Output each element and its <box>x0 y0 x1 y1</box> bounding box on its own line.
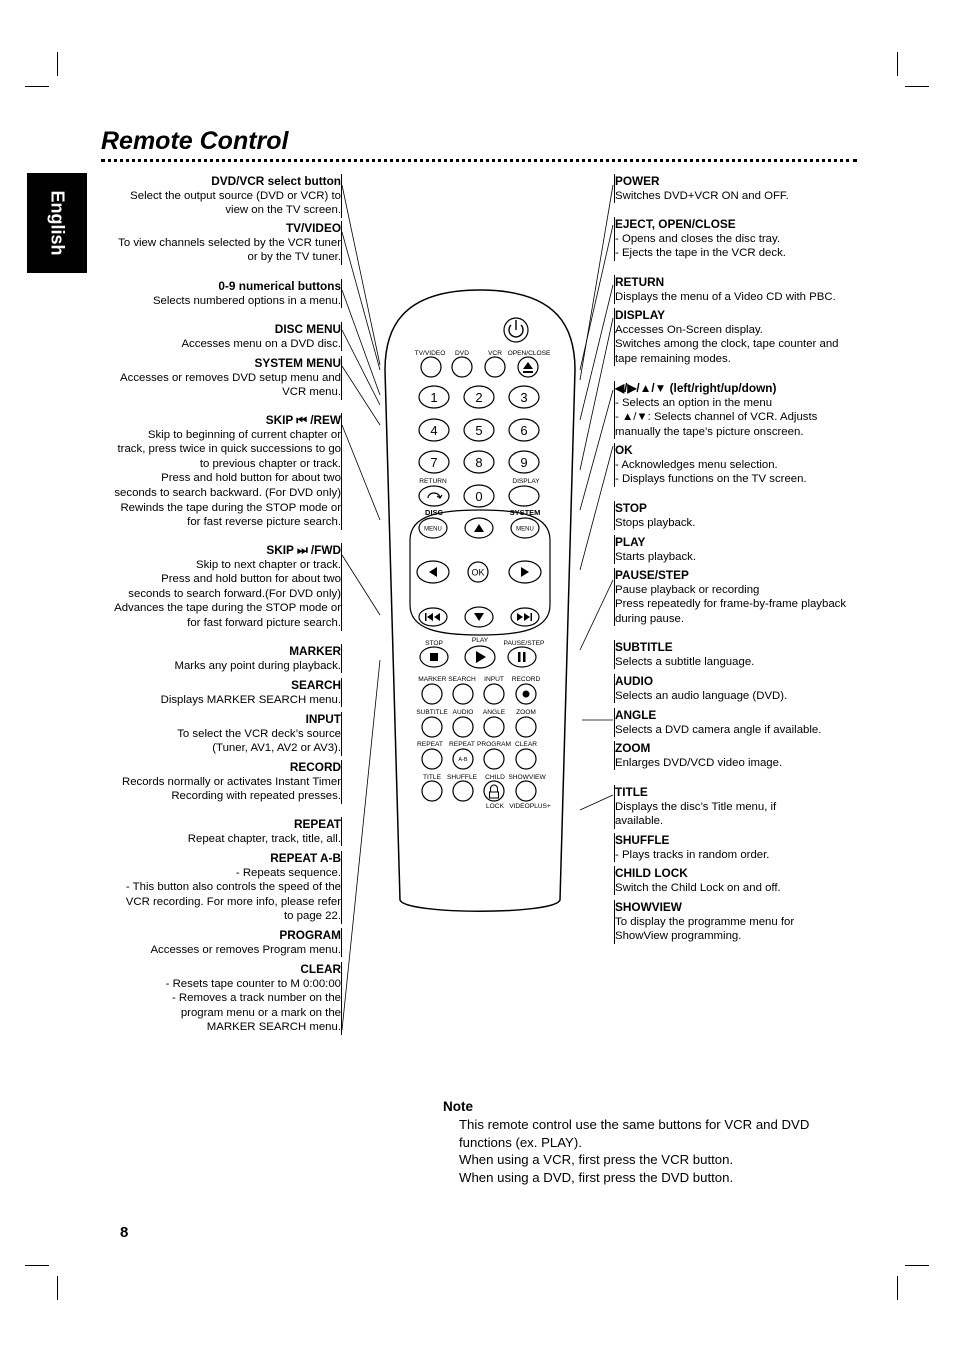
vcr-label: VCR <box>488 350 502 357</box>
vcr-button[interactable] <box>485 357 505 377</box>
callout-text: - Acknowledges menu selection. - Displays functions on the TV screen. <box>615 458 807 486</box>
subtitle-label: SUBTITLE <box>416 709 448 716</box>
return-label: RETURN <box>419 478 447 485</box>
callout-heading: INPUT <box>305 712 341 726</box>
callout-heading: OK <box>615 443 633 457</box>
input-label: INPUT <box>484 676 504 683</box>
callout-text: Starts playback. <box>615 550 697 563</box>
callout-heading: DVD/VCR select button <box>211 174 341 188</box>
input-button[interactable] <box>484 684 504 704</box>
audio-button[interactable] <box>453 717 473 737</box>
callout-heading: SYSTEM MENU <box>254 356 341 370</box>
audio-label: AUDIO <box>452 709 474 716</box>
callout-heading: TV/VIDEO <box>285 221 341 235</box>
ab-label: A-B <box>458 757 468 763</box>
digit-9-label: 9 <box>520 455 528 470</box>
callout-text: - Selects an option in the menu - ▲/▼: Selects channel of VCR. Adjusts manually the tape’s picture onscreen. <box>615 396 818 438</box>
callout-text: Skip to next chapter or track. Press and hold button for about two seconds to search forward.(For DVD only) Advances the tape during the STOP mode or for fast forward picture search. <box>114 558 341 629</box>
stop-label: STOP <box>425 640 443 647</box>
repeat-button[interactable] <box>422 749 442 769</box>
display-label: DISPLAY <box>512 478 540 485</box>
callout-heading: SEARCH <box>291 678 341 692</box>
callout-text: Marks any point during playback. <box>174 659 341 672</box>
return-button[interactable] <box>419 486 449 506</box>
note-body: This remote control use the same buttons for VCR and DVD functions (ex. PLAY). When using a VCR, first press the VCR button. When using a DVD, first press the DVD button. <box>459 1116 810 1186</box>
callout-text: Accesses On-Screen display. Switches among the clock, tape counter and tape remaining modes. <box>615 323 839 365</box>
callout-text: Selects a subtitle language. <box>615 655 755 668</box>
callout-heading: PLAY <box>615 535 646 549</box>
callout-text: - Repeats sequence. - This button also controls the speed of the VCR recording. For more info, please refer to page 22. <box>125 866 341 923</box>
zoom-label: ZOOM <box>516 709 536 716</box>
tv-video-label: TV/VIDEO <box>414 350 446 357</box>
ok-label: OK <box>471 567 485 578</box>
callout-heading: ZOOM <box>615 741 651 755</box>
callout-heading: SHOWVIEW <box>615 900 682 914</box>
callout-heading: MARKER <box>289 644 341 658</box>
stop-icon <box>430 653 438 661</box>
callout-heading: RETURN <box>615 275 665 289</box>
callout-heading: RECORD <box>289 760 341 774</box>
callout-heading: REPEAT <box>294 817 341 831</box>
callout-heading: SHUFFLE <box>615 833 670 847</box>
play-label: PLAY <box>471 637 489 644</box>
pause-step-button[interactable] <box>508 647 536 667</box>
callout-heading: POWER <box>615 174 660 188</box>
zoom-button[interactable] <box>516 717 536 737</box>
dvd-button[interactable] <box>452 357 472 377</box>
callout-heading: PAUSE/STEP <box>615 568 689 582</box>
callout-text: To select the VCR deck’s source (Tuner, AV1, AV2 or AV3). <box>177 727 341 755</box>
angle-label: ANGLE <box>482 709 506 716</box>
callout-text: Selects an audio language (DVD). <box>615 689 788 702</box>
callout-text: Selects a DVD camera angle if available. <box>615 723 822 736</box>
callout-text: Accesses or removes DVD setup menu and VCR menu. <box>120 371 341 399</box>
title-button[interactable] <box>422 781 442 801</box>
callout-text: Enlarges DVD/VCD video image. <box>615 756 783 769</box>
clear-label: CLEAR <box>515 741 537 748</box>
callout-text: Accesses or removes Program menu. <box>150 943 341 956</box>
callout-heading: REPEAT A-B <box>270 851 341 865</box>
lock-label: LOCK <box>486 803 504 810</box>
callout-heading: PROGRAM <box>279 928 341 942</box>
note-box <box>443 1098 843 1187</box>
system-menu-label: MENU <box>516 526 534 533</box>
callout-heading: SUBTITLE <box>615 640 673 654</box>
callout-text: To display the programme menu for ShowView programming. <box>615 915 795 943</box>
callout-heading: STOP <box>615 501 647 515</box>
callout-heading: TITLE <box>615 785 648 799</box>
callout-text: Pause playback or recording Press repeatedly for frame-by-frame playback during pause. <box>615 583 847 625</box>
callout-text: Displays the disc’s Title menu, if available. <box>615 800 777 828</box>
callout-heading: DISC MENU <box>274 322 341 336</box>
callout-text: Select the output source (DVD or VCR) to view on the TV screen. <box>130 189 341 217</box>
program-button[interactable] <box>484 749 504 769</box>
pause-step-label: PAUSE/STEP <box>503 640 545 647</box>
callout-heading: EJECT, OPEN/CLOSE <box>615 217 736 231</box>
shuffle-label: SHUFFLE <box>446 774 478 781</box>
callout-text: Selects numbered options in a menu. <box>152 294 341 307</box>
shuffle-button[interactable] <box>453 781 473 801</box>
subtitle-button[interactable] <box>422 717 442 737</box>
title-label: TITLE <box>423 774 441 781</box>
system-label: SYSTEM <box>509 508 541 517</box>
callout-heading: CLEAR <box>300 962 341 976</box>
dvd-label: DVD <box>455 350 469 357</box>
callout-heading: 0-9 numerical buttons <box>218 279 341 293</box>
callout-text: Skip to beginning of current chapter or track, press twice in quick successions to go to previous chapter or track. Press and hold button for about two seconds to search backward. (For DVD only) Rewinds the tape during the STOP mode or for fast reverse picture search. <box>114 428 341 529</box>
callout-heading: SKIP ⏭ /FWD <box>266 543 341 557</box>
digit-3-label: 3 <box>520 390 528 405</box>
showview-label: SHOWVIEW <box>508 774 546 781</box>
open-close-label: OPEN/CLOSE <box>507 350 551 357</box>
callout-text: - Resets tape counter to M 0:00:00 - Removes a track number on the program menu or a mark on the MARKER SEARCH menu. <box>165 977 341 1034</box>
callout-text: Displays MARKER SEARCH menu. <box>160 693 341 706</box>
digit-0-label: 0 <box>475 489 483 504</box>
page-title: Remote Control <box>101 127 289 155</box>
showview-button[interactable] <box>516 781 536 801</box>
repeat-ab-label: REPEAT <box>449 741 475 748</box>
digit-1-label: 1 <box>430 390 438 405</box>
digit-8-label: 8 <box>475 455 483 470</box>
page-number: 8 <box>120 1224 129 1241</box>
callout-text: Switch the Child Lock on and off. <box>615 881 781 894</box>
search-button[interactable] <box>453 684 473 704</box>
display-button[interactable] <box>509 486 539 506</box>
note-title: Note <box>443 1099 473 1114</box>
callout-heading: CHILD LOCK <box>615 866 688 880</box>
callout-text: - Opens and closes the disc tray. - Ejects the tape in the VCR deck. <box>615 232 786 260</box>
callout-text: Records normally or activates Instant Timer Recording with repeated presses. <box>121 775 341 803</box>
callout-heading: AUDIO <box>615 674 654 688</box>
callout-text: Stops playback. <box>615 516 696 529</box>
program-label: PROGRAM <box>476 741 512 748</box>
callout-text: - Plays tracks in random order. <box>615 848 770 861</box>
angle-button[interactable] <box>484 717 504 737</box>
callout-heading: ◀/▶/▲/▼ (left/right/up/down) <box>615 381 777 395</box>
repeat-label: REPEAT <box>417 741 443 748</box>
marker-search-label: MARKER SEARCH <box>418 676 476 683</box>
videoplus-label: VIDEOPLUS+ <box>509 803 551 810</box>
marker-button[interactable] <box>422 684 442 704</box>
callout-heading: ANGLE <box>615 708 657 722</box>
disc-label: DISC <box>425 508 443 517</box>
disc-menu-label: MENU <box>424 526 442 533</box>
callout-heading: SKIP ⏮ /REW <box>265 413 341 427</box>
digit-7-label: 7 <box>430 455 438 470</box>
callout-text: Accesses menu on a DVD disc. <box>181 337 341 350</box>
record-label: RECORD <box>511 676 541 683</box>
child-label: CHILD <box>485 774 505 781</box>
language-tab-label: English <box>47 190 68 256</box>
record-icon <box>523 691 530 698</box>
callout-text: Repeat chapter, track, title, all. <box>187 832 341 845</box>
digit-5-label: 5 <box>475 423 483 438</box>
callout-heading: DISPLAY <box>615 308 666 322</box>
tv-video-button[interactable] <box>421 357 441 377</box>
callout-text: Switches DVD+VCR ON and OFF. <box>615 189 789 202</box>
clear-button[interactable] <box>516 749 536 769</box>
digit-4-label: 4 <box>430 423 438 438</box>
callout-text: Displays the menu of a Video CD with PBC. <box>615 290 836 303</box>
digit-6-label: 6 <box>520 423 528 438</box>
callout-text: To view channels selected by the VCR tuner or by the TV tuner. <box>118 236 341 264</box>
digit-2-label: 2 <box>475 390 483 405</box>
